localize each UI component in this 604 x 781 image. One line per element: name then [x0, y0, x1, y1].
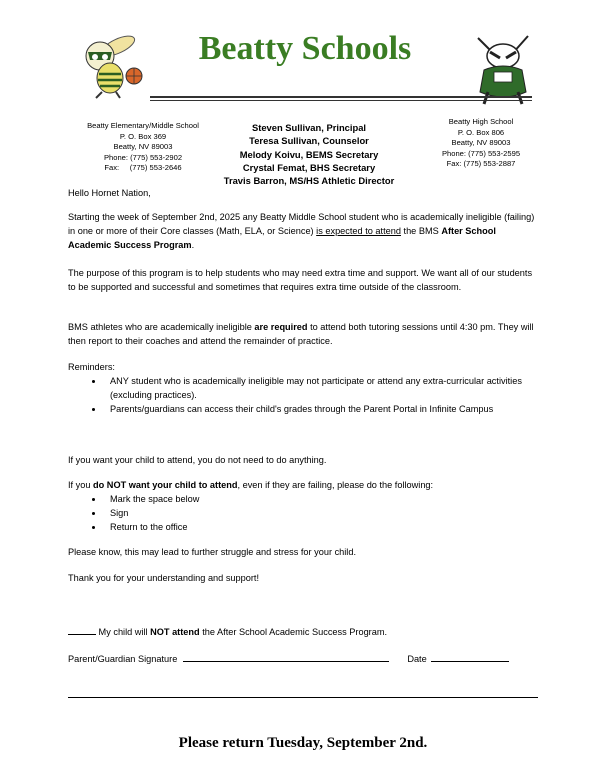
address-line: Fax: (775) 553-2887 — [446, 159, 516, 169]
text-bold: NOT attend — [150, 627, 200, 637]
address-line: Phone: (775) 553-2595 — [441, 148, 521, 158]
page-title: Beatty Schools — [198, 30, 412, 67]
staff-name: Steven Sullivan, Principal — [251, 122, 367, 133]
address-line: Beatty, NV 89003 — [451, 138, 511, 148]
header-rule — [150, 96, 532, 98]
paragraph-attend: If you want your child to attend, you do not need to do anything. — [68, 455, 327, 465]
staff-name: Crystal Femat, BHS Secretary — [242, 161, 376, 173]
opt-out-mark-field[interactable] — [68, 625, 96, 635]
text: , even if they are failing, please do the following: — [237, 480, 434, 490]
text-bold: do NOT want your child to attend — [93, 480, 238, 490]
reminders-section — [68, 360, 538, 416]
text: to attend both tutoring sessions until 4:30 pm. They will then report to their coaches and attend the remainder of practice. — [68, 322, 534, 347]
text-bold: are required — [254, 322, 308, 332]
text: BMS athletes who are academically ineligible — [68, 322, 255, 332]
program-name: After School Academic Success Program — [68, 226, 496, 251]
address-line: P. O. Box 806 — [457, 127, 505, 137]
high-school-address-block — [426, 117, 536, 170]
date-field[interactable] — [431, 652, 509, 662]
paragraph-program-start — [68, 210, 538, 252]
address-line: Phone: (775) 553-2902 — [103, 152, 183, 162]
signature-row — [68, 652, 538, 666]
signature-field[interactable] — [183, 652, 389, 662]
text: . — [191, 240, 195, 251]
address-line: P. O. Box 369 — [119, 131, 167, 141]
list-item: • ANY student who is academically ineligible may not participate or attend any extra-curricular activities (excluding practices). — [104, 374, 538, 402]
list-item: • Return to the office — [104, 520, 538, 534]
staff-name: Teresa Sullivan, Counselor — [249, 135, 369, 147]
hornet-football-mascot-icon — [470, 32, 536, 106]
signature-label: Parent/Guardian Signature — [68, 654, 178, 664]
staff-name: Melody Koivu, BEMS Secretary — [239, 148, 379, 160]
address-line: Beatty High School — [448, 117, 514, 126]
list-item: • Mark the space below — [104, 492, 538, 506]
staff-name: Travis Barron, MS/HS Athletic Director — [223, 175, 395, 187]
paragraph-athletes — [68, 320, 538, 348]
list-item: • Parents/guardians can access their child's grades through the Parent Portal in Infinite Campus — [104, 402, 538, 416]
text: the After School Academic Success Program. — [199, 627, 388, 637]
text: My child will — [96, 627, 151, 637]
return-notice: Please return Tuesday, September 2nd. — [178, 735, 428, 751]
text: the BMS — [400, 226, 442, 237]
address-line: Beatty Elementary/Middle School — [87, 121, 199, 130]
opt-out-instructions — [68, 478, 538, 534]
paragraph-warning: Please know, this may lead to further struggle and stress for your child. — [68, 547, 357, 557]
list-item: • Sign — [104, 506, 538, 520]
address-line: Fax: (775) 553-2646 — [104, 163, 182, 173]
opt-out-line — [68, 625, 538, 639]
hornet-mascot-icon — [76, 34, 152, 100]
address-line: Beatty, NV 89003 — [113, 142, 173, 152]
elementary-address-block — [80, 121, 206, 174]
staff-list — [214, 121, 404, 187]
text: Starting the week of September 2nd, 2025 any Beatty Middle School student who is academically ineligible (failing) in one or more of their Core classes (Math, ELA, or Science) — [68, 212, 535, 237]
date-label: Date — [407, 654, 427, 664]
paragraph-thanks: Thank you for your understanding and support! — [68, 573, 260, 583]
bottom-divider — [68, 697, 538, 698]
paragraph-purpose: The purpose of this program is to help students who may need extra time and support. We want all of our students to be supported and successful and sometimes that requires extra time outside of the classroom. — [68, 268, 533, 293]
text: If you — [68, 480, 94, 490]
reminders-label: Reminders: — [68, 362, 115, 372]
header-rule-thin — [150, 100, 532, 101]
greeting: Hello Hornet Nation, — [68, 188, 151, 198]
text-underlined: is expected to attend — [316, 226, 401, 237]
